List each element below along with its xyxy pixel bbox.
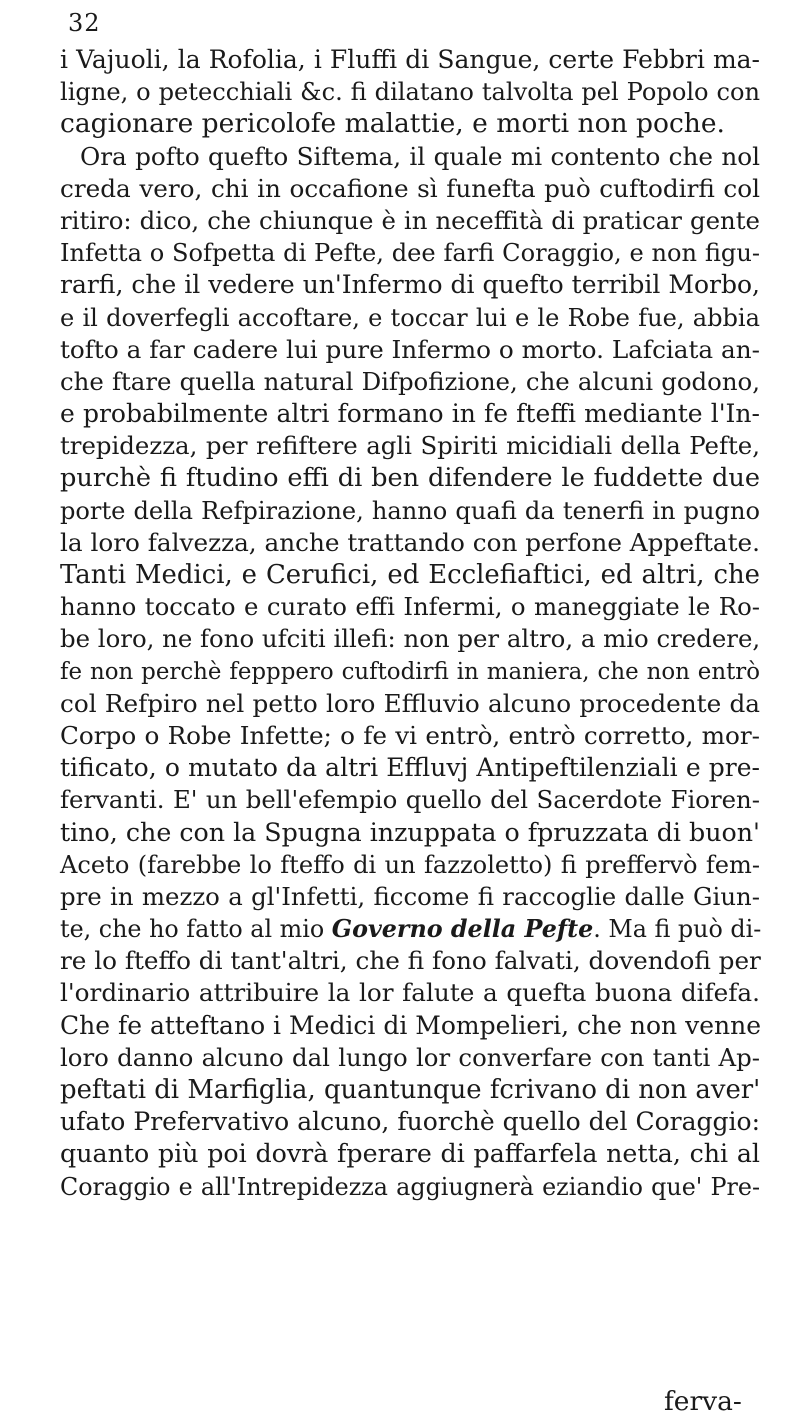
text-line: la loro falvezza, anche trattando con perfone Appeftate.	[60, 527, 760, 557]
text-line: ligne, o petecchiali &c. fi dilatano talvolta pel Popolo con	[60, 78, 760, 107]
text-line: creda vero, chi in occafione sì funefta può cuftodirfi col	[60, 173, 760, 203]
text-line: ritiro: dico, che chiunque è in neceffità di praticar gente	[60, 205, 760, 235]
text-line: Aceto (farebbe lo fteffo di un fazzoletto) fi preffervò fem-	[60, 850, 760, 879]
text-line: Ora pofto quefto Siftema, il quale mi contento che nol	[80, 141, 760, 171]
text-line: e probabilmente altri formano in fe fteffi mediante l'In-	[60, 399, 760, 429]
text-line: fe non perchè fepppero cuftodirfi in maniera, che non entrò	[60, 658, 760, 685]
catchword: ferva-	[664, 1386, 742, 1417]
text-segment: . Ma fi può di-	[593, 915, 762, 944]
text-line: peftati di Marfiglia, quantunque fcrivano di non aver'	[60, 1075, 761, 1105]
text-line: Infetta o Sofpetta di Pefte, dee farfi Coraggio, e non figu-	[60, 239, 760, 268]
text-line: loro danno alcuno dal lungo lor converfare con tanti Ap-	[60, 1042, 760, 1072]
text-line: i Vajuoli, la Rofolia, i Fluffi di Sangue, certe Febbri ma-	[60, 45, 760, 74]
body-text	[60, 44, 760, 1203]
text-line: re lo fteffo di tant'altri, che fi fono falvati, dovendofi per	[60, 946, 761, 976]
text-line: cagionare pericolofe malattie, e morti non poche.	[60, 108, 725, 140]
book-title: Governo della Pefte	[331, 915, 594, 944]
text-line: quanto più poi dovrà fperare di paffarfela netta, chi al	[60, 1139, 760, 1169]
text-line: Che fe atteftano i Medici di Mompelieri, che non venne	[60, 1010, 762, 1040]
text-line: purchè fi ftudino effi di ben difendere le fuddette due	[60, 463, 760, 494]
text-line: tino, che con la Spugna inzuppata o fpruzzata di buon'	[60, 817, 760, 847]
text-line: tofto a far cadere lui pure Infermo o morto. Lafciata an-	[60, 334, 760, 364]
text-line: hanno toccato e curato effi Infermi, o maneggiate le Ro-	[60, 592, 760, 622]
text-line: Corpo o Robe Infette; o fe vi entrò, entrò corretto, mor-	[60, 720, 760, 750]
text-line: be loro, ne fono ufciti illefi: non per altro, a mio credere,	[60, 624, 761, 654]
text-line: che ftare quella natural Difpofizione, che alcuni godono,	[60, 366, 760, 396]
text-line-mixed	[60, 913, 760, 945]
text-line: fervanti. E' un bell'efempio quello del Sacerdote Fioren-	[60, 785, 760, 815]
text-line: col Refpiro nel petto loro Effluvio alcuno procedente da	[60, 688, 760, 718]
text-line: e il doverfegli accoftare, e toccar lui e le Robe fue, abbia	[60, 303, 760, 332]
text-line: tificato, o mutato da altri Effluvj Antipeftilenziali e pre-	[60, 753, 760, 783]
text-segment: te, che ho fatto al mio	[60, 915, 332, 944]
text-line: pre in mezzo a gl'Infetti, ficcome fi raccoglie dalle Giun-	[60, 881, 760, 911]
page-number: 32	[68, 9, 101, 37]
text-line: rarfi, che il vedere un'Infermo di quefto terribil Morbo,	[60, 270, 760, 300]
text-line: ufato Prefervativo alcuno, fuorchè quello del Coraggio:	[60, 1107, 760, 1137]
text-line: Tanti Medici, e Cerufici, ed Ecclefiaftici, ed altri, che	[60, 560, 760, 590]
text-line: l'ordinario attribuire la lor falute a quefta buona difefa.	[60, 978, 760, 1008]
text-line: trepidezza, per refiftere agli Spiriti micidiali della Pefte,	[60, 431, 760, 461]
text-line: porte della Refpirazione, hanno quafi da tenerfi in pugno	[60, 496, 760, 525]
text-line: Coraggio e all'Intrepidezza aggiugnerà eziandio que' Pre-	[60, 1172, 760, 1201]
